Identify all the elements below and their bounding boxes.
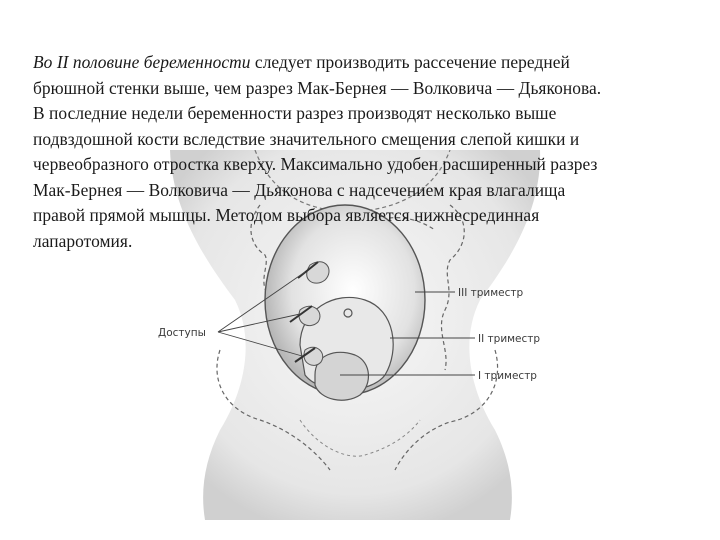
label-access: Доступы (158, 327, 206, 339)
uterus-trimester-1 (315, 352, 368, 400)
paragraph-line-1-rest: следует производить рассечение передней (250, 52, 570, 72)
caecum-position-3 (307, 262, 329, 283)
paragraph-line-8: лапаротомия. (33, 230, 133, 251)
paragraph-line-2: брюшной стенки выше, чем разрез Мак-Бернея — Волковича — Дьяконова. (33, 77, 602, 98)
label-trimester-1: I триместр (478, 370, 537, 382)
paragraph-lead-italic: Во II половине беременности (33, 52, 251, 72)
paragraph-line-3: В последние недели беременности разрез производят несколько выше (33, 103, 557, 123)
main-paragraph (33, 50, 698, 254)
label-trimester-2: II триместр (478, 333, 541, 345)
paragraph-line-4: подвздошной кости вследствие значительного смещения слепой кишки и (33, 128, 580, 149)
label-trimester-3: III триместр (458, 287, 524, 299)
paragraph-line-7: правой прямой мышцы. Методом выбора является нижнесрединная (33, 205, 540, 225)
paragraph-line-5: червеобразного отростка кверху. Максимально удобен расширенный разрез (33, 154, 598, 174)
paragraph-line-6: Мак-Бернея — Волковича — Дьяконова с надсечением края влагалища (33, 179, 566, 200)
paragraph-line-1 (33, 50, 698, 76)
caecum-position-2 (299, 306, 320, 325)
